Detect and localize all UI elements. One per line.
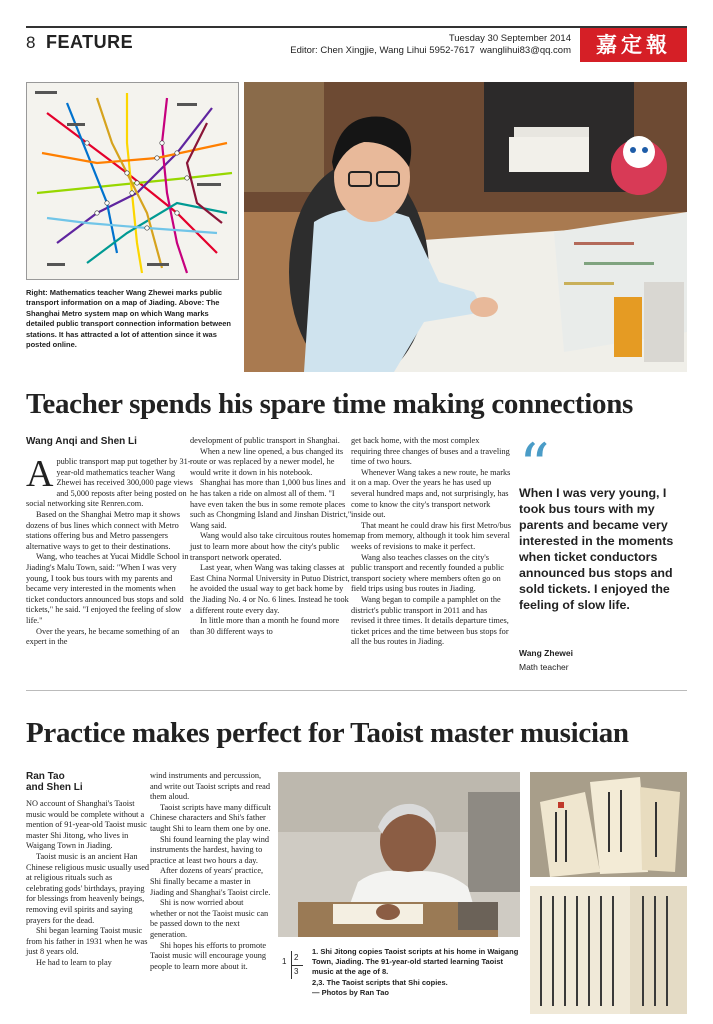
article1-col1 xyxy=(26,436,196,648)
paragraph: Based on the Shanghai Metro map it shows dozens of bus lines which connect with Metro stations offering bus and Metro passengers alternative ways to get to their destinations. xyxy=(26,509,181,551)
paragraph: Wang also teaches classes on the city's public transport and recently founded a public transport society where members often go on field trips using bus routes in Jiading. xyxy=(351,552,504,594)
paragraph: Whenever Wang takes a new route, he marks it on a map. Over the years he has used up several hundred maps and, not surprisingly, has come to know the city's transport network inside out. xyxy=(351,467,511,520)
grid-divider xyxy=(291,965,303,966)
page-number: 8 xyxy=(26,33,36,52)
caption-line: 1. Shi Jitong copies Taoist scripts at his home in Waigang Town, Jiading. The 91-year-old started learning Taoist music at the age of 8. xyxy=(312,947,519,977)
paragraph: get back home, with the most complex requiring three changes of buses and a traveling time of two hours. xyxy=(351,436,510,467)
paragraph: Over the years, he became something of an expert in the xyxy=(26,626,180,647)
taoist-scripts-photo xyxy=(530,772,687,877)
grid-number: 1 xyxy=(282,957,287,966)
grid-number: 2 xyxy=(294,953,299,962)
paragraph: Wang began to compile a pamphlet on the district's public transport in 2011 and has revised it three times. It details departure times, ticket prices and the time between bus stops for all the bus routes in Jiading. xyxy=(351,594,509,647)
taoist-manuscript-photo xyxy=(530,886,687,1014)
paragraph: When a new line opened, a bus changed its route or was replaced by a newer model, he would write it down in his notebook. xyxy=(190,446,344,477)
shi-jitong-photo xyxy=(278,772,520,937)
editor-line: Editor: Chen Xingjie, Wang Lihui 5952-7617 xyxy=(290,45,475,56)
bottom-photo-caption xyxy=(312,947,522,998)
article2-byline xyxy=(26,771,150,793)
article1-byline: Wang Anqi and Shen Li xyxy=(26,436,137,447)
dateline xyxy=(255,33,571,57)
paragraph: Taoist scripts have many difficult Chinese characters and Shi's father taught Shi to learn them one by one. xyxy=(150,802,271,833)
taoist-manuscript-photo-graphic xyxy=(530,886,687,1014)
section-title: FEATURE xyxy=(46,32,134,52)
paragraph: After dozens of years' practice, Shi finally became a master in Jiading and Shanghai's Taoist circle. xyxy=(150,866,271,897)
newspaper-logo: 嘉定報 xyxy=(580,28,687,62)
quote-mark-icon: “ xyxy=(519,431,550,501)
paragraph: Shi began learning Taoist music from his father in 1931 when he was just 8 years old. xyxy=(26,926,148,957)
paragraph: That meant he could draw his first Metro/bus map from memory, although it took him several weeks of revisions to make it perfect. xyxy=(351,520,512,551)
paragraph: Shi hopes his efforts to promote Taoist music will encourage young people to learn more about it. xyxy=(150,940,267,971)
paragraph: NO account of Shanghai's Taoist music would be complete without a mention of 91-year-old Taoist music master Shi Jitong, who lives in Waigang Town in Jiading. xyxy=(26,799,147,851)
section-divider xyxy=(26,690,687,691)
paragraph: Shanghai has more than 1,000 bus lines and he has taken a ride on almost all of them. "I have even taken the bus in some remote places such as Chongming Island and Jinshan District," Wang said. xyxy=(190,478,352,530)
article1-col2 xyxy=(190,436,352,637)
metro-map-image xyxy=(26,82,239,280)
paragraph: Wang would also take circuitous routes home just to learn more about how the city's public transport network operated. xyxy=(190,531,351,562)
editor-email[interactable]: wanglihui83@qq.com xyxy=(480,45,571,56)
top-photo-caption: Right: Mathematics teacher Wang Zhewei marks public transport information on a map of Jiading. Above: The Shanghai Metro system map on which Wang marks detailed public transport connection information between stations. It has attracted a lot of attention since it was posted online. xyxy=(26,288,232,350)
paragraph: Taoist music is an ancient Han Chinese religious music usually used at religious rituals such as celebrating gods' birthdays, praying for blessings from heavenly beings, removing evil spirits and saying prayers for the dead. xyxy=(26,851,150,925)
metro-map-graphic xyxy=(27,83,238,279)
paragraph: development of public transport in Shanghai. xyxy=(190,436,340,445)
photo-grid-key xyxy=(278,951,304,981)
taoist-scripts-photo-graphic xyxy=(530,772,687,877)
article1-col3 xyxy=(351,436,511,648)
pull-quote-name: Wang Zhewei xyxy=(519,648,573,658)
paragraph: Shi is now worried about whether or not the Taoist music can be passed down to the next generation. xyxy=(150,898,269,939)
paragraph: In little more than a month he found more than 30 different ways to xyxy=(190,616,340,636)
article2-headline: Practice makes perfect for Taoist master musician xyxy=(26,717,629,749)
grid-number: 3 xyxy=(294,967,299,976)
article1-headline: Teacher spends his spare time making connections xyxy=(26,388,634,420)
pull-quote-role: Math teacher xyxy=(519,662,569,672)
article2-col2 xyxy=(150,771,272,972)
date: Tuesday 30 September 2014 xyxy=(448,33,571,44)
teacher-photo xyxy=(244,82,687,372)
paragraph: He had to learn to play xyxy=(36,957,112,967)
byline-line: Ran Tao xyxy=(26,771,65,782)
article2-col1 xyxy=(26,771,150,969)
paragraph: public transport map put together by 31-year-old mathematics teacher Wang Zhewei has received 300,000 page views and 5,000 reposts after being posted on social networking site Renren.com. xyxy=(26,457,193,509)
dropcap: A xyxy=(26,453,54,495)
paragraph: Wang, who teaches at Yucai Middle School in Jiading's Malu Town, said: "When I was very young, I took bus tours with my parents and became very interested in the moments when ticket conductors announced bus stops and sold tickets," he said. "I enjoyed the feeling of slow life." xyxy=(26,552,189,625)
caption-line: 2,3. The Taoist scripts that Shi copies. xyxy=(312,977,448,987)
paragraph: Shi found learning the play wind instruments the hardest, having to practice at least two hours a day. xyxy=(150,834,269,865)
teacher-photo-graphic xyxy=(244,82,687,372)
pull-quote: When I was very young, I took bus tours with my parents and became very interested in the moments when ticket conductors announced bus stops and sold tickets. I enjoyed the feeling of slow life. xyxy=(519,486,674,612)
paragraph: wind instruments and percussion, and write out Taoist scripts and read them aloud. xyxy=(150,771,271,802)
shi-jitong-photo-graphic xyxy=(278,772,520,937)
photo-credit: — Photos by Ran Tao xyxy=(312,987,389,997)
paragraph: Last year, when Wang was taking classes at East China Normal University in Putuo District, he avoided the usual way to get back home by the Jiading No. 4 or No. 6 lines. Instead he took a different route every day. xyxy=(190,563,350,615)
byline-line: and Shen Li xyxy=(26,782,83,793)
